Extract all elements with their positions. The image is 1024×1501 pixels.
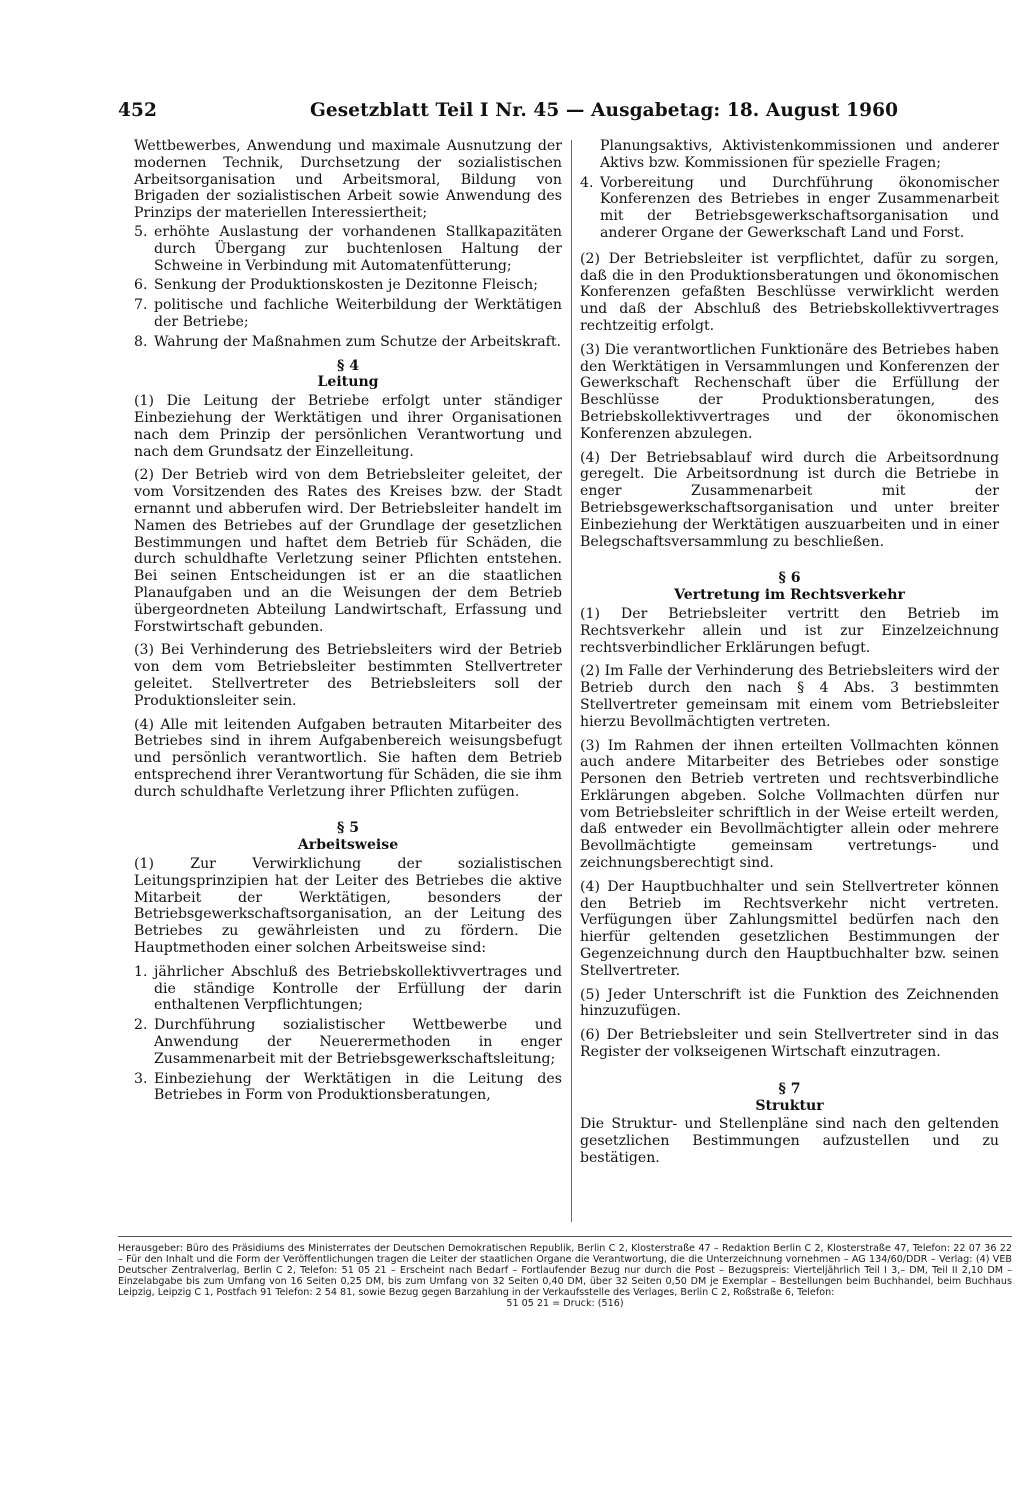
section-number: § 4 [336, 357, 360, 374]
item-number: 2. [134, 1017, 148, 1034]
paragraph: (3) Bei Verhinderung des Betriebsleiters wird der Betrieb von dem vom Betriebsleiter bestimmten Stellvertreter geleitet. Stellvertreter des Betriebsleiters soll der Produktionsleiter sein. [134, 642, 562, 709]
paragraph: (1) Zur Verwirklichung der sozialistischen Leitungsprinzipien hat der Leiter des Betriebes die aktive Mitarbeit der Werktätigen, besonders der Betriebsgewerkschaftsorganisation, an der Leitung des Betriebes zu gewährleisten und zu fördern. Die Hauptmethoden einer solchen Arbeitsweise sind: [134, 856, 562, 957]
paragraph: (3) Im Rahmen der ihnen erteilten Vollmachten können auch andere Mitarbeiter des Betriebes oder sonstige Personen den Betrieb vertreten und rechtsverbindliche Erklärungen abgeben. Solche Vollmachten dürfen nur vom Betriebsleiter schriftlich in der Weise erteilt werden, daß entweder ein Bevollmächtigter allein oder mehrere Bevollmächtigte gemeinsam vertretungs- und zeichnungsberechtigt sind. [580, 737, 999, 872]
paragraph: (6) Der Betriebsleiter und sein Stellvertreter sind in das Register der volkseigenen Wirtschaft einzutragen. [580, 1027, 999, 1061]
section-title: Vertretung im Rechtsverkehr [674, 587, 905, 604]
paragraph: (2) Der Betrieb wird von dem Betriebsleiter geleitet, der vom Vorsitzenden des Rates des Kreises bzw. der Stadt ernannt und abberufen wird. Der Betriebsleiter handelt im Namen des Betriebes auf der Grundlage der gesetzlichen Bestimmungen und haftet dem Betrieb für Schäden, die durch schuldhafte Verletzung seiner Pflichten entstehen. Bei seinen Entscheidungen ist er an die staatlichen Planaufgaben und an die Weisungen der dem Betrieb übergeordneten Abteilung Landwirtschaft, Erfassung und Forstwirtschaft gebunden. [134, 467, 562, 635]
continuation-text: Wettbewerbes, Anwendung und maximale Ausnutzung der modernen Technik, Durchsetzung der sozialistischen Arbeitsorganisation und Arbeitsmoral, Bildung von Brigaden der sozialistischen Arbeit sowie Anwendung des Prinzips der materiellen Interessiertheit; [134, 138, 562, 222]
list-item [580, 175, 999, 242]
footer-rule [118, 1236, 1012, 1237]
section-number: § 5 [336, 820, 360, 837]
section-title: Arbeitsweise [297, 837, 399, 854]
gazette-title: Gesetzblatt Teil I Nr. 45 — Ausgabetag: 18. August 1960 [310, 100, 899, 121]
paragraph: (1) Die Leitung der Betriebe erfolgt unter ständiger Einbeziehung der Werktätigen und ihrer Organisationen nach dem Prinzip der persönlichen Verantwortung und nach dem Grundsatz der Einzelleitung. [134, 393, 562, 460]
paragraph: (4) Alle mit leitenden Aufgaben betrauten Mitarbeiter des Betriebes sind in ihrem Aufgabenbereich weisungsbefugt und persönlich verantwortlich. Sie haften dem Betrieb entsprechend ihrer Verantwortung für Schäden, die sie ihm durch schuldhafte Verletzung ihrer Pflichten zufügen. [134, 716, 562, 800]
section-number: § 7 [778, 1080, 801, 1097]
item-number: 3. [134, 1070, 148, 1087]
item-number: 4. [580, 174, 594, 191]
paragraph: (1) Der Betriebsleiter vertritt den Betrieb im Rechtsverkehr allein und ist zur Einzelzeichnung rechtsverbindlicher Erklärungen befugt. [580, 605, 999, 656]
paragraph: Die Struktur- und Stellenpläne sind nach den geltenden gesetzlichen Bestimmungen aufzustellen und zu bestätigen. [580, 1116, 999, 1167]
item-number: 1. [134, 963, 148, 980]
list-item [134, 224, 562, 274]
section-title: Leitung [317, 374, 379, 391]
item-number: 7. [134, 297, 148, 314]
list-item [134, 964, 562, 1014]
section-title: Struktur [755, 1097, 824, 1114]
item-text: Senkung der Produktionskosten je Dezitonne Fleisch; [154, 277, 538, 294]
item-text: Einbeziehung der Werktätigen in die Leitung des Betriebes in Form von Produktionsberatungen, [154, 1070, 562, 1104]
section-number: § 6 [778, 570, 801, 587]
item-number: 8. [134, 333, 148, 350]
paragraph: (2) Der Betriebsleiter ist verpflichtet, dafür zu sorgen, daß die in den Produktionsberatungen und ökonomischen Konferenzen gefaßten Beschlüsse verwirklicht werden und daß der Abschluß des Betriebskollektivvertrages rechtzeitig erfolgt. [580, 250, 999, 334]
publisher-footer [118, 1243, 1012, 1310]
item-text: Planungsaktivs, Aktivistenkommissionen und anderer Aktivs bzw. Kommissionen für spezielle Fragen; [600, 138, 999, 171]
list-item [134, 334, 562, 351]
publisher-info: Herausgeber: Büro des Präsidiums des Ministerrates der Deutschen Demokratischen Republik, Berlin C 2, Klosterstraße 47 – Redaktion Berlin C 2, Klosterstraße 47, Telefon: 22 07 36 22 – Für den Inhalt und die Form der Veröffentlichungen tragen die Leiter der staatlichen Organe die Verantwortung, die die Unterzeichnung vornehmen – AG 134/60/DDR – Verlag: (4) VEB Deutscher Zentralverlag, Berlin C 2, Telefon: 51 05 21 – Erscheint nach Bedarf – Fortlaufender Bezug nur durch die Post – Bezugspreis: Vierteljährlich Teil I 3,– DM, Teil II 2,10 DM – Einzelabgabe bis zum Umfang von 16 Seiten 0,25 DM, bis zum Umfang von 32 Seiten 0,40 DM, über 32 Seiten 0,50 DM je Exemplar – Bestellungen beim Buchhandel, beim Buchhaus Leipzig, Leipzig C 1, Postfach 91 Telefon: 2 54 81, sowie Bezug gegen Barzahlung in der Verkaufsstelle des Verlages, Berlin C 2, Roßstraße 6, Telefon: [118, 1243, 1012, 1299]
item-text: Vorbereitung und Durchführung ökonomischer Konferenzen des Betriebes in enger Zusammenarbeit mit der Betriebsgewerkschaftsorganisation und anderer Organe der Gewerkschaft Land und Forst. [600, 174, 999, 241]
paragraph: (2) Im Falle der Verhinderung des Betriebsleiters wird der Betrieb durch den nach § 4 Abs. 3 bestimmten Stellvertreter gemeinsam mit einem vom Betriebsleiter hierzu Bevollmächtigten vertreten. [580, 663, 999, 730]
item-text: politische und fachliche Weiterbildung der Werktätigen der Betriebe; [154, 297, 562, 330]
paragraph: (3) Die verantwortlichen Funktionäre des Betriebes haben den Werktätigen in Versammlungen und Konferenzen der Gewerkschaft Rechenschaft über die Erfüllung der Beschlüsse der Produktionsberatungen, des Betriebskollektivvertrages und der ökonomischen Konferenzen abzulegen. [580, 341, 999, 442]
left-column [134, 138, 562, 1107]
page-number: 452 [118, 100, 157, 121]
paragraph: (4) Der Hauptbuchhalter und sein Stellvertreter können den Betrieb im Rechtsverkehr nicht vertreten. Verfügungen über Zahlungsmittel bedürfen nach den hierfür geltenden gesetzlichen Bestimmungen der Gegenzeichnung durch den Hauptbuchhalter bzw. seinen Stellvertreter. [580, 878, 999, 979]
impressum: 51 05 21 = Druck: (516) [506, 1298, 624, 1310]
page-header [118, 100, 899, 130]
list-item [134, 297, 562, 331]
item-text: Wahrung der Maßnahmen zum Schutze der Arbeitskraft. [154, 333, 562, 350]
column-divider [571, 140, 572, 1222]
item-text: erhöhte Auslastung der vorhandenen Stallkapazitäten durch Übergang zur buchtenlosen Haltung der Schweine in Verbindung mit Automatenfütterung; [154, 223, 562, 274]
list-item-continuation [580, 138, 999, 172]
right-column [580, 138, 999, 1174]
list-item [134, 1071, 562, 1105]
item-text: Durchführung sozialistischer Wettbewerbe und Anwendung der Neuerermethoden in enger Zusammenarbeit mit der Betriebsgewerkschaftsleitung; [154, 1017, 562, 1067]
list-item [134, 1017, 562, 1067]
paragraph: (4) Der Betriebsablauf wird durch die Arbeitsordnung geregelt. Die Arbeitsordnung ist durch die Betriebe in enger Zusammenarbeit mit der Betriebsgewerkschaftsorganisation und unter breiter Einbeziehung der Werktätigen auszuarbeiten und in einer Belegschaftsversammlung zu beschließen. [580, 449, 999, 550]
paragraph: (5) Jeder Unterschrift ist die Funktion des Zeichnenden hinzuzufügen. [580, 986, 999, 1020]
item-number: 5. [134, 223, 148, 240]
item-text: jährlicher Abschluß des Betriebskollektivvertrages und die ständige Kontrolle der Erfüllung der darin enthaltenen Verpflichtungen; [154, 963, 562, 1014]
item-number: 6. [134, 277, 148, 294]
list-item [134, 277, 562, 294]
